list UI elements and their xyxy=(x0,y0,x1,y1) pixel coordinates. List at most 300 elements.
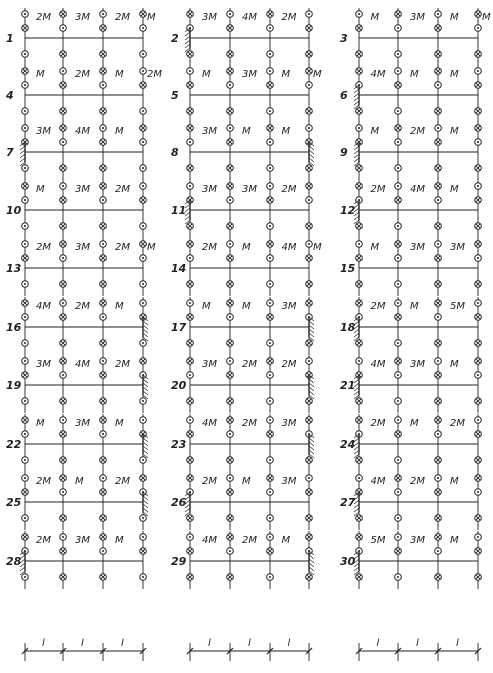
into-plane-icon xyxy=(306,183,313,190)
out-of-plane-icon xyxy=(227,82,234,89)
out-of-plane-icon xyxy=(395,165,402,172)
into-plane-icon xyxy=(475,165,482,172)
into-plane-icon xyxy=(100,515,107,522)
scheme-28 xyxy=(6,531,146,589)
into-plane-icon xyxy=(140,82,147,89)
into-plane-icon xyxy=(267,548,274,555)
moment-label: 3M xyxy=(410,535,425,546)
out-of-plane-icon xyxy=(395,281,402,288)
moment-label: 2M xyxy=(242,359,257,370)
into-plane-icon xyxy=(475,431,482,438)
moment-label: M xyxy=(202,69,211,80)
into-plane-icon xyxy=(60,165,67,172)
out-of-plane-icon xyxy=(140,108,147,115)
out-of-plane-icon xyxy=(356,11,363,18)
into-plane-icon xyxy=(60,431,67,438)
moment-label: 2M xyxy=(202,476,217,487)
moment-label: M xyxy=(450,126,459,137)
out-of-plane-icon xyxy=(140,183,147,190)
scheme-17 xyxy=(171,297,314,355)
moment-label: M xyxy=(242,301,251,312)
out-of-plane-icon xyxy=(100,358,107,365)
scheme-number: 12 xyxy=(340,204,356,217)
into-plane-icon xyxy=(356,534,363,541)
into-plane-icon xyxy=(227,255,234,262)
into-plane-icon xyxy=(267,241,274,248)
moment-label: 2M xyxy=(36,535,51,546)
into-plane-icon xyxy=(100,574,107,581)
out-of-plane-icon xyxy=(187,255,194,262)
into-plane-icon xyxy=(475,574,482,581)
out-of-plane-icon xyxy=(267,183,274,190)
out-of-plane-icon xyxy=(395,68,402,75)
into-plane-icon xyxy=(267,125,274,132)
out-of-plane-icon xyxy=(306,125,313,132)
out-of-plane-icon xyxy=(435,431,442,438)
out-of-plane-icon xyxy=(187,300,194,307)
into-plane-icon xyxy=(435,255,442,262)
out-of-plane-icon xyxy=(435,548,442,555)
into-plane-icon xyxy=(306,255,313,262)
into-plane-icon xyxy=(60,358,67,365)
out-of-plane-icon xyxy=(22,515,29,522)
into-plane-icon xyxy=(435,417,442,424)
out-of-plane-icon xyxy=(100,241,107,248)
out-of-plane-icon xyxy=(475,300,482,307)
out-of-plane-icon xyxy=(306,82,313,89)
into-plane-icon xyxy=(100,223,107,230)
moment-label: M xyxy=(36,69,45,80)
moment-label: 2M xyxy=(115,242,130,253)
into-plane-icon xyxy=(356,51,363,58)
into-plane-icon xyxy=(187,431,194,438)
into-plane-icon xyxy=(227,300,234,307)
moment-label: M xyxy=(450,535,459,546)
out-of-plane-icon xyxy=(475,255,482,262)
into-plane-icon xyxy=(395,82,402,89)
into-plane-icon xyxy=(227,223,234,230)
out-of-plane-icon xyxy=(140,51,147,58)
moment-label: 4M xyxy=(370,359,386,370)
into-plane-icon xyxy=(60,340,67,347)
out-of-plane-icon xyxy=(267,489,274,496)
scheme-number: 23 xyxy=(171,438,187,451)
scheme-number: 5 xyxy=(171,89,179,102)
into-plane-icon xyxy=(227,281,234,288)
into-plane-icon xyxy=(100,25,107,32)
into-plane-icon xyxy=(187,548,194,555)
scheme-number: 29 xyxy=(171,555,187,568)
into-plane-icon xyxy=(140,241,147,248)
into-plane-icon xyxy=(267,197,274,204)
into-plane-icon xyxy=(475,358,482,365)
into-plane-icon xyxy=(140,358,147,365)
into-plane-icon xyxy=(395,11,402,18)
into-plane-icon xyxy=(435,515,442,522)
scheme-18 xyxy=(340,297,481,355)
into-plane-icon xyxy=(140,125,147,132)
out-of-plane-icon xyxy=(187,417,194,424)
out-of-plane-icon xyxy=(100,314,107,321)
into-plane-icon xyxy=(187,398,194,405)
out-of-plane-icon xyxy=(60,255,67,262)
moment-label: M xyxy=(115,301,124,312)
scheme-16 xyxy=(6,297,148,355)
into-plane-icon xyxy=(395,431,402,438)
out-of-plane-icon xyxy=(100,548,107,555)
out-of-plane-icon xyxy=(267,281,274,288)
out-of-plane-icon xyxy=(60,183,67,190)
scheme-21 xyxy=(340,355,481,413)
into-plane-icon xyxy=(60,51,67,58)
into-plane-icon xyxy=(100,300,107,307)
into-plane-icon xyxy=(60,108,67,115)
moment-label: 2M xyxy=(281,12,297,23)
into-plane-icon xyxy=(306,417,313,424)
into-plane-icon xyxy=(356,300,363,307)
scheme-4 xyxy=(5,65,162,123)
out-of-plane-icon xyxy=(100,125,107,132)
moment-label: M xyxy=(115,126,124,137)
into-plane-icon xyxy=(395,548,402,555)
into-plane-icon xyxy=(475,51,482,58)
into-plane-icon xyxy=(356,183,363,190)
into-plane-icon xyxy=(60,475,67,482)
moment-label: 2M xyxy=(410,476,425,487)
out-of-plane-icon xyxy=(140,515,147,522)
into-plane-icon xyxy=(267,431,274,438)
moment-label: 3M xyxy=(450,242,465,253)
out-of-plane-icon xyxy=(395,398,402,405)
scheme-30 xyxy=(340,531,481,589)
scheme-8 xyxy=(171,122,314,180)
moment-label: 3M xyxy=(75,184,90,195)
moment-label: 4M xyxy=(75,359,90,370)
out-of-plane-icon xyxy=(22,431,29,438)
moment-label: M xyxy=(450,184,459,195)
out-of-plane-icon xyxy=(187,68,194,75)
into-plane-icon xyxy=(356,108,363,115)
moment-label: M xyxy=(147,12,156,23)
scheme-number: 14 xyxy=(171,262,187,275)
into-plane-icon xyxy=(435,398,442,405)
out-of-plane-icon xyxy=(267,574,274,581)
into-plane-icon xyxy=(435,372,442,379)
into-plane-icon xyxy=(267,358,274,365)
out-of-plane-icon xyxy=(267,223,274,230)
scheme-14 xyxy=(171,238,322,296)
into-plane-icon xyxy=(306,223,313,230)
into-plane-icon xyxy=(140,11,147,18)
into-plane-icon xyxy=(356,165,363,172)
into-plane-icon xyxy=(435,300,442,307)
out-of-plane-icon xyxy=(22,314,29,321)
moment-label: M xyxy=(242,476,251,487)
into-plane-icon xyxy=(435,108,442,115)
scheme-22 xyxy=(6,414,148,472)
out-of-plane-icon xyxy=(60,417,67,424)
scheme-3 xyxy=(340,8,491,66)
into-plane-icon xyxy=(60,515,67,522)
into-plane-icon xyxy=(22,300,29,307)
into-plane-icon xyxy=(227,25,234,32)
out-of-plane-icon xyxy=(22,82,29,89)
moment-label: 3M xyxy=(36,126,51,137)
scheme-13 xyxy=(6,238,156,296)
scheme-number: 13 xyxy=(6,262,22,275)
span-length-label: l xyxy=(208,638,211,649)
moment-label: M xyxy=(115,535,124,546)
into-plane-icon xyxy=(395,314,402,321)
out-of-plane-icon xyxy=(140,534,147,541)
moment-label: M xyxy=(370,242,380,253)
into-plane-icon xyxy=(306,340,313,347)
out-of-plane-icon xyxy=(435,11,442,18)
into-plane-icon xyxy=(187,358,194,365)
out-of-plane-icon xyxy=(267,300,274,307)
into-plane-icon xyxy=(356,398,363,405)
out-of-plane-icon xyxy=(140,25,147,32)
into-plane-icon xyxy=(475,223,482,230)
scheme-25 xyxy=(6,472,148,530)
into-plane-icon xyxy=(435,534,442,541)
into-plane-icon xyxy=(306,51,313,58)
scheme-number: 20 xyxy=(171,379,187,392)
into-plane-icon xyxy=(475,398,482,405)
scheme-26 xyxy=(171,472,312,530)
scheme-number: 30 xyxy=(340,555,356,568)
into-plane-icon xyxy=(356,25,363,32)
into-plane-icon xyxy=(60,398,67,405)
span-length-label: l xyxy=(81,638,84,649)
moment-label: 3M xyxy=(202,359,217,370)
moment-label: M xyxy=(202,301,211,312)
into-plane-icon xyxy=(187,11,194,18)
out-of-plane-icon xyxy=(306,241,313,248)
out-of-plane-icon xyxy=(475,489,482,496)
out-of-plane-icon xyxy=(187,372,194,379)
into-plane-icon xyxy=(227,183,234,190)
moment-label: 3M xyxy=(75,12,90,23)
span-length-label: l xyxy=(42,638,45,649)
out-of-plane-icon xyxy=(140,340,147,347)
into-plane-icon xyxy=(475,125,482,132)
moment-label: 4M xyxy=(202,535,217,546)
out-of-plane-icon xyxy=(100,11,107,18)
out-of-plane-icon xyxy=(60,25,67,32)
out-of-plane-icon xyxy=(267,340,274,347)
moment-label: 3M xyxy=(410,12,425,23)
out-of-plane-icon xyxy=(227,241,234,248)
out-of-plane-icon xyxy=(22,241,29,248)
out-of-plane-icon xyxy=(306,197,313,204)
moment-label: 2M xyxy=(115,184,130,195)
into-plane-icon xyxy=(100,398,107,405)
moment-label: M xyxy=(410,418,419,429)
out-of-plane-icon xyxy=(356,241,363,248)
out-of-plane-icon xyxy=(227,11,234,18)
out-of-plane-icon xyxy=(100,82,107,89)
moment-label: M xyxy=(450,359,459,370)
out-of-plane-icon xyxy=(140,574,147,581)
moment-label: 2M xyxy=(36,476,51,487)
moment-label: 2M xyxy=(36,242,51,253)
into-plane-icon xyxy=(60,125,67,132)
scheme-5 xyxy=(171,65,322,123)
dimension-line-2 xyxy=(187,638,312,661)
moment-label: 3M xyxy=(75,242,90,253)
into-plane-icon xyxy=(395,358,402,365)
moment-label: 3M xyxy=(281,476,297,487)
moment-label: M xyxy=(36,184,45,195)
into-plane-icon xyxy=(306,68,313,75)
out-of-plane-icon xyxy=(187,139,194,146)
into-plane-icon xyxy=(100,417,107,424)
moment-label: 3M xyxy=(242,184,257,195)
out-of-plane-icon xyxy=(22,281,29,288)
into-plane-icon xyxy=(395,475,402,482)
out-of-plane-icon xyxy=(22,574,29,581)
out-of-plane-icon xyxy=(227,431,234,438)
scheme-number: 27 xyxy=(340,496,356,509)
into-plane-icon xyxy=(227,68,234,75)
into-plane-icon xyxy=(475,515,482,522)
into-plane-icon xyxy=(356,574,363,581)
out-of-plane-icon xyxy=(227,475,234,482)
into-plane-icon xyxy=(475,340,482,347)
moment-label: 2M xyxy=(115,12,130,23)
into-plane-icon xyxy=(100,51,107,58)
moment-label: 2M xyxy=(281,359,297,370)
into-plane-icon xyxy=(187,281,194,288)
into-plane-icon xyxy=(60,82,67,89)
into-plane-icon xyxy=(475,82,482,89)
moment-label: 2M xyxy=(115,476,130,487)
into-plane-icon xyxy=(356,457,363,464)
into-plane-icon xyxy=(100,255,107,262)
scheme-number: 28 xyxy=(6,555,22,568)
out-of-plane-icon xyxy=(475,417,482,424)
into-plane-icon xyxy=(306,534,313,541)
scheme-number: 6 xyxy=(340,89,348,102)
into-plane-icon xyxy=(227,417,234,424)
out-of-plane-icon xyxy=(140,165,147,172)
out-of-plane-icon xyxy=(60,139,67,146)
scheme-19 xyxy=(6,355,148,413)
out-of-plane-icon xyxy=(435,82,442,89)
out-of-plane-icon xyxy=(227,358,234,365)
out-of-plane-icon xyxy=(395,515,402,522)
into-plane-icon xyxy=(100,139,107,146)
moment-label: 3M xyxy=(75,535,90,546)
out-of-plane-icon xyxy=(395,457,402,464)
out-of-plane-icon xyxy=(395,25,402,32)
into-plane-icon xyxy=(267,11,274,18)
out-of-plane-icon xyxy=(22,165,29,172)
into-plane-icon xyxy=(60,241,67,248)
scheme-number: 1 xyxy=(6,32,14,45)
moment-label: 4M xyxy=(36,301,51,312)
scheme-24 xyxy=(340,414,481,472)
into-plane-icon xyxy=(140,475,147,482)
scheme-number: 25 xyxy=(6,496,22,509)
into-plane-icon xyxy=(475,241,482,248)
moment-label: M xyxy=(242,242,251,253)
into-plane-icon xyxy=(60,223,67,230)
out-of-plane-icon xyxy=(100,431,107,438)
scheme-number: 11 xyxy=(171,204,187,217)
into-plane-icon xyxy=(227,398,234,405)
into-plane-icon xyxy=(356,68,363,75)
moment-label: 2M xyxy=(75,301,90,312)
out-of-plane-icon xyxy=(267,515,274,522)
out-of-plane-icon xyxy=(227,197,234,204)
into-plane-icon xyxy=(267,314,274,321)
out-of-plane-icon xyxy=(435,475,442,482)
into-plane-icon xyxy=(187,314,194,321)
into-plane-icon xyxy=(22,25,29,32)
into-plane-icon xyxy=(306,300,313,307)
out-of-plane-icon xyxy=(100,197,107,204)
into-plane-icon xyxy=(227,457,234,464)
scheme-number: 10 xyxy=(6,204,22,217)
out-of-plane-icon xyxy=(395,183,402,190)
out-of-plane-icon xyxy=(140,457,147,464)
into-plane-icon xyxy=(187,82,194,89)
scheme-number: 22 xyxy=(6,438,22,451)
into-plane-icon xyxy=(356,281,363,288)
moment-label: 3M xyxy=(410,359,425,370)
moment-label: 2M xyxy=(370,301,386,312)
into-plane-icon xyxy=(100,340,107,347)
out-of-plane-icon xyxy=(22,108,29,115)
out-of-plane-icon xyxy=(395,139,402,146)
span-length-label: l xyxy=(248,638,251,649)
into-plane-icon xyxy=(227,340,234,347)
into-plane-icon xyxy=(140,548,147,555)
out-of-plane-icon xyxy=(140,417,147,424)
into-plane-icon xyxy=(227,139,234,146)
into-plane-icon xyxy=(100,183,107,190)
out-of-plane-icon xyxy=(60,300,67,307)
out-of-plane-icon xyxy=(60,68,67,75)
out-of-plane-icon xyxy=(435,358,442,365)
into-plane-icon xyxy=(227,489,234,496)
into-plane-icon xyxy=(475,457,482,464)
out-of-plane-icon xyxy=(267,457,274,464)
span-length-label: l xyxy=(376,638,380,649)
out-of-plane-icon xyxy=(22,340,29,347)
out-of-plane-icon xyxy=(306,475,313,482)
out-of-plane-icon xyxy=(435,125,442,132)
into-plane-icon xyxy=(60,548,67,555)
span-length-label: l xyxy=(121,638,124,649)
moment-label: M xyxy=(75,476,84,487)
out-of-plane-icon xyxy=(395,223,402,230)
moment-label: 2M xyxy=(370,184,386,195)
moment-label: 2M xyxy=(75,69,90,80)
out-of-plane-icon xyxy=(140,139,147,146)
out-of-plane-icon xyxy=(140,281,147,288)
out-of-plane-icon xyxy=(395,300,402,307)
into-plane-icon xyxy=(60,314,67,321)
moment-label: 2M xyxy=(202,242,217,253)
into-plane-icon xyxy=(475,108,482,115)
into-plane-icon xyxy=(22,534,29,541)
scheme-1 xyxy=(6,8,156,66)
into-plane-icon xyxy=(475,548,482,555)
out-of-plane-icon xyxy=(356,125,363,132)
